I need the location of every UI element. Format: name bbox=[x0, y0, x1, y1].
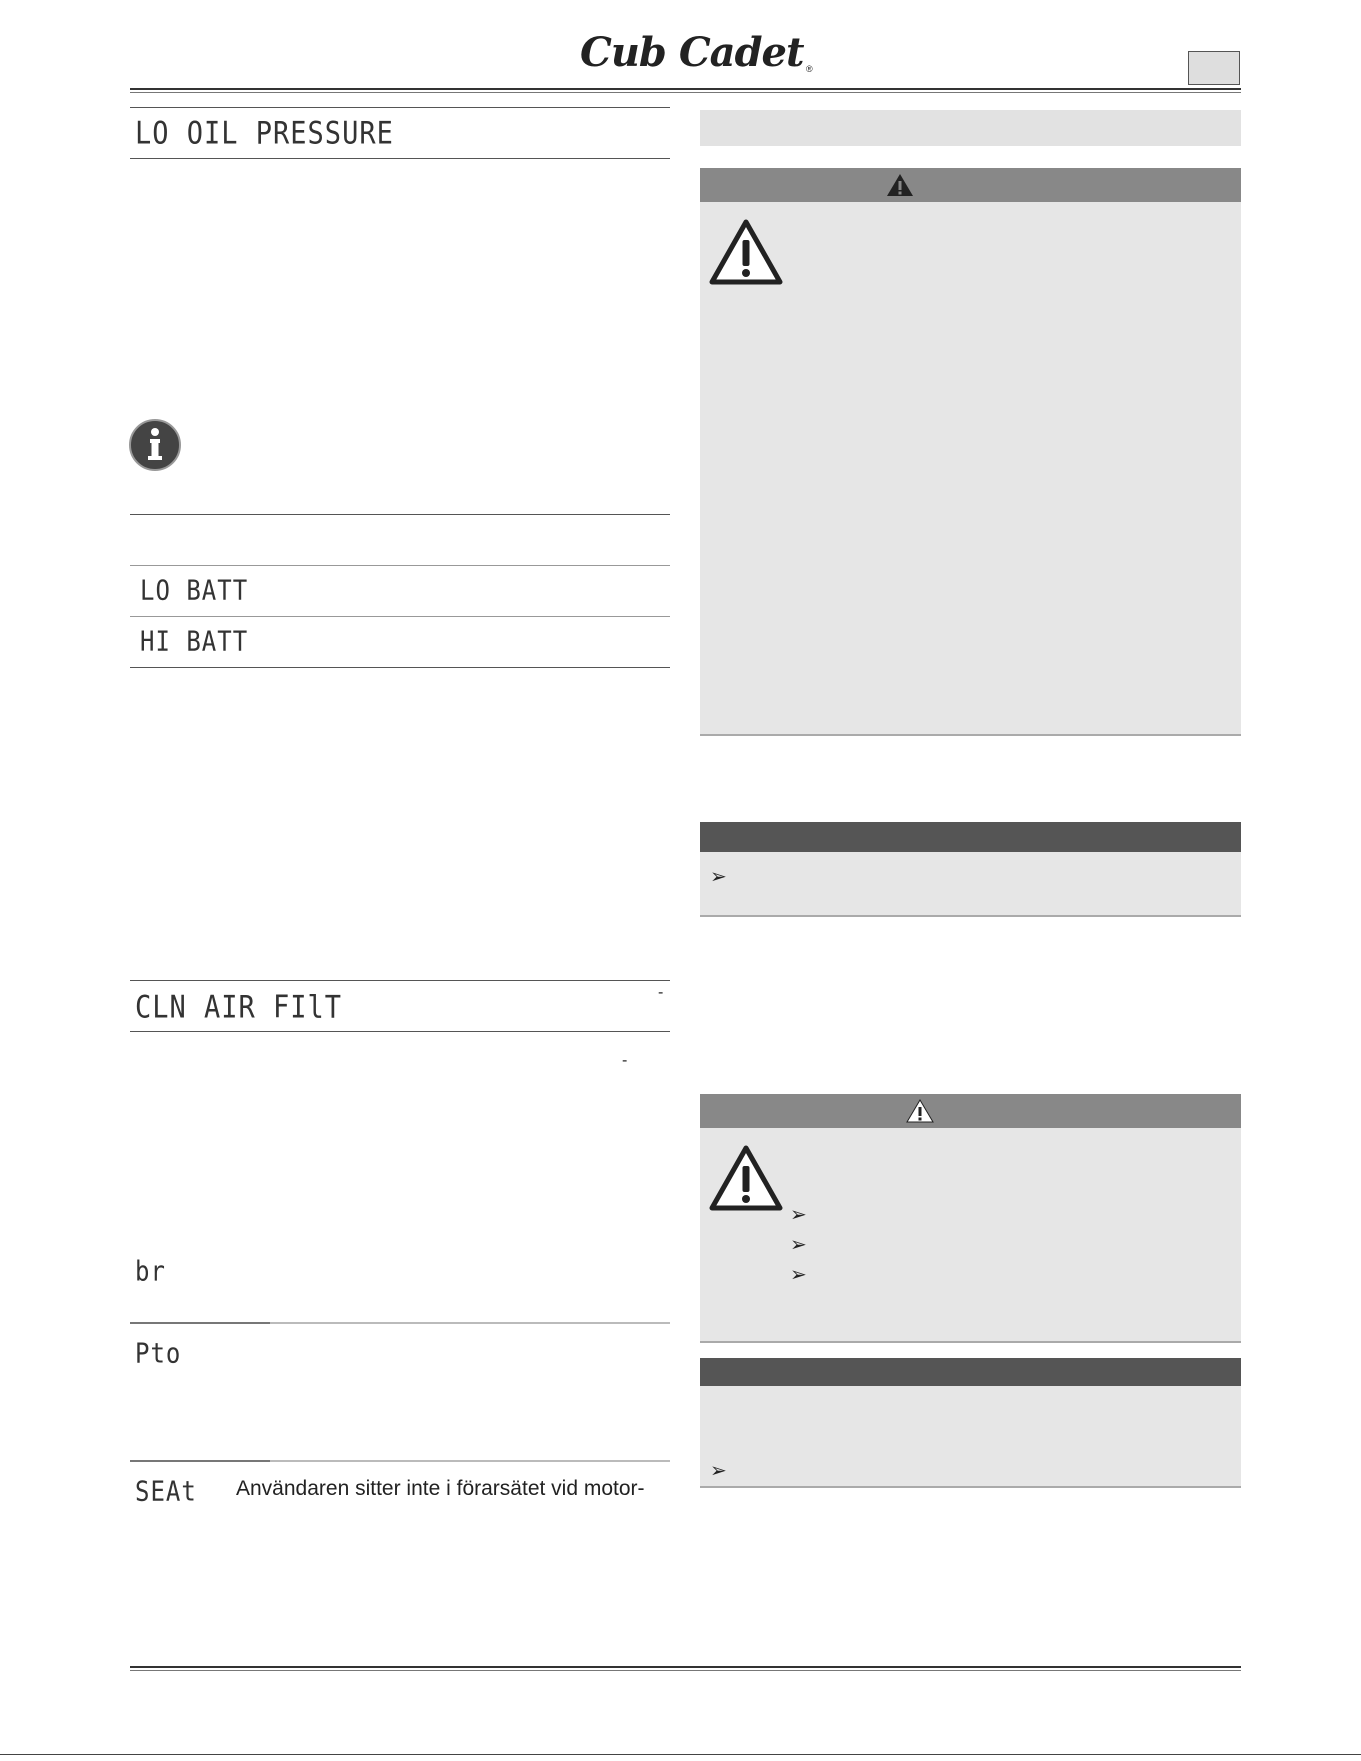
arrow-bullet-icon: ➢ bbox=[790, 1264, 807, 1286]
arrow-bullet-icon: ➢ bbox=[710, 1460, 727, 1482]
notice-box bbox=[700, 822, 1241, 917]
language-box bbox=[1188, 51, 1240, 85]
code-cln-air-filt: CLN AIR FIlT bbox=[135, 990, 343, 1026]
cub-cadet-logo bbox=[580, 32, 820, 76]
code-lo-oil-pressure: LO OIL PRESSURE bbox=[135, 116, 394, 152]
footer-rule-thin bbox=[130, 1670, 1241, 1671]
table-rule-accent bbox=[130, 1460, 270, 1462]
footer-rule bbox=[130, 1666, 1241, 1668]
notice-box-header bbox=[700, 1358, 1241, 1386]
warning-triangle-icon bbox=[708, 218, 784, 286]
warning-box-header bbox=[700, 1094, 1241, 1128]
header-rule bbox=[130, 88, 1241, 90]
warning-triangle-icon bbox=[905, 1098, 935, 1124]
info-icon bbox=[128, 418, 182, 472]
code-lo-batt: LO BATT bbox=[140, 574, 249, 607]
table-rule bbox=[130, 514, 670, 515]
warning-box-header bbox=[700, 168, 1241, 202]
table-rule bbox=[130, 107, 670, 108]
arrow-bullet-icon: ➢ bbox=[790, 1234, 807, 1256]
warning-triangle-icon bbox=[708, 1144, 784, 1212]
hyphen-mark: - bbox=[658, 984, 664, 1001]
arrow-bullet-icon: ➢ bbox=[710, 866, 727, 888]
code-pto: Pto bbox=[135, 1337, 182, 1370]
warning-triangle-icon bbox=[885, 172, 915, 198]
hyphen-mark: - bbox=[622, 1052, 628, 1069]
header-rule-thin bbox=[130, 92, 1241, 93]
notice-box-header bbox=[700, 822, 1241, 852]
page-edge-rule bbox=[0, 1754, 1361, 1755]
seat-description: Användaren sitter inte i förarsätet vid motor- bbox=[236, 1477, 645, 1500]
table-rule bbox=[130, 616, 670, 617]
svg-text:Cub Cadet: Cub Cadet bbox=[580, 32, 804, 76]
svg-text:®: ® bbox=[806, 64, 813, 74]
section-heading-bar bbox=[700, 110, 1241, 146]
table-rule bbox=[130, 980, 670, 981]
table-rule-accent bbox=[130, 1322, 270, 1324]
table-rule bbox=[130, 158, 670, 159]
table-rule bbox=[130, 1031, 670, 1032]
table-rule bbox=[130, 667, 670, 668]
warning-box bbox=[700, 168, 1241, 736]
table-rule bbox=[130, 565, 670, 566]
code-seat: SEAt bbox=[135, 1475, 197, 1508]
code-br: br bbox=[135, 1255, 166, 1288]
arrow-bullet-icon: ➢ bbox=[790, 1204, 807, 1226]
warning-box bbox=[700, 1094, 1241, 1343]
code-hi-batt: HI BATT bbox=[140, 625, 249, 658]
notice-box bbox=[700, 1358, 1241, 1488]
